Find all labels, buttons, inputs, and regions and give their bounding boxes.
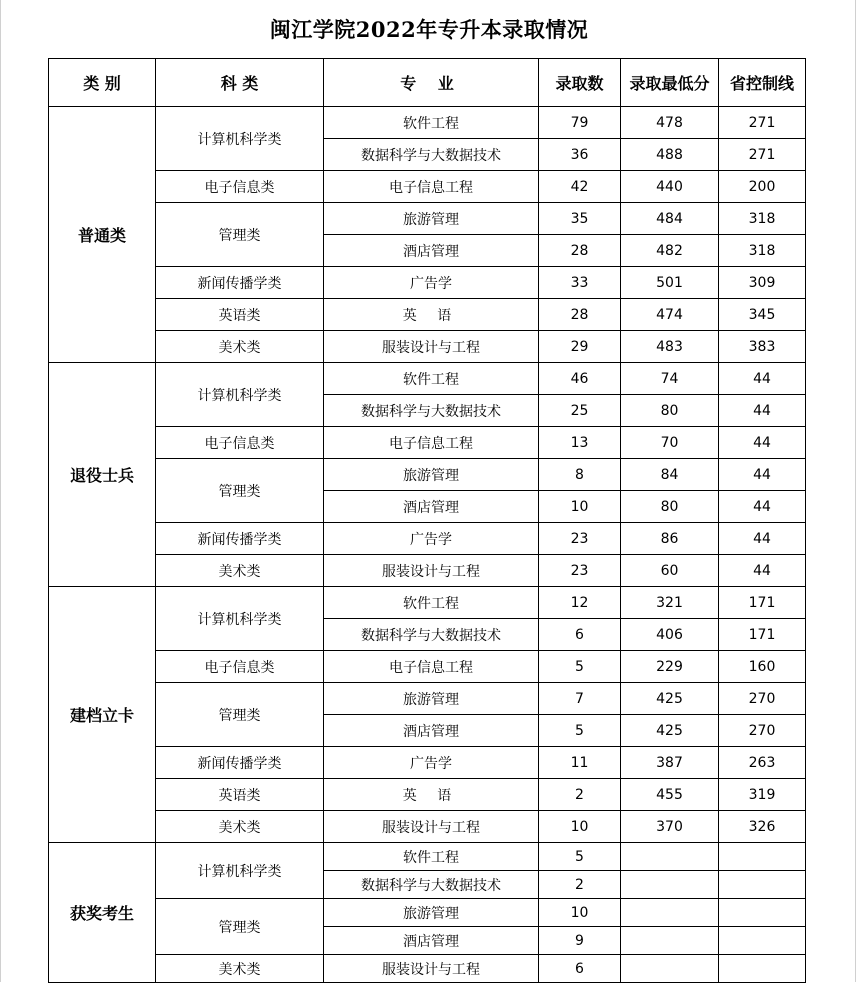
admitted-cell: 23 [539, 523, 621, 555]
min-score-cell: 80 [621, 395, 719, 427]
admitted-cell: 10 [539, 899, 621, 927]
control-line-cell [719, 927, 806, 955]
field-cell: 计算机科学类 [156, 587, 324, 651]
major-cell: 旅游管理 [324, 459, 539, 491]
table-row [49, 747, 806, 779]
admission-table [48, 58, 806, 983]
admitted-cell: 5 [539, 651, 621, 683]
header-min-score: 录取最低分 [621, 59, 719, 107]
admitted-cell: 42 [539, 171, 621, 203]
field-cell: 英语类 [156, 299, 324, 331]
control-line-cell: 171 [719, 587, 806, 619]
category-cell: 获奖考生 [49, 843, 156, 983]
control-line-cell [719, 843, 806, 871]
min-score-cell: 86 [621, 523, 719, 555]
admitted-cell: 10 [539, 811, 621, 843]
min-score-cell: 60 [621, 555, 719, 587]
admitted-cell: 28 [539, 235, 621, 267]
table-row [49, 363, 806, 395]
control-line-cell: 309 [719, 267, 806, 299]
major-cell: 酒店管理 [324, 491, 539, 523]
field-cell: 计算机科学类 [156, 363, 324, 427]
field-cell: 新闻传播学类 [156, 267, 324, 299]
table-row [49, 171, 806, 203]
min-score-cell: 455 [621, 779, 719, 811]
control-line-cell: 171 [719, 619, 806, 651]
major-cell: 服装设计与工程 [324, 955, 539, 983]
control-line-cell: 263 [719, 747, 806, 779]
control-line-cell: 44 [719, 555, 806, 587]
control-line-cell: 383 [719, 331, 806, 363]
header-control-line: 省控制线 [719, 59, 806, 107]
min-score-cell: 425 [621, 683, 719, 715]
admitted-cell: 46 [539, 363, 621, 395]
control-line-cell: 345 [719, 299, 806, 331]
header-category: 类 别 [49, 59, 156, 107]
table-row [49, 779, 806, 811]
min-score-cell [621, 955, 719, 983]
major-cell: 电子信息工程 [324, 651, 539, 683]
major-cell: 服装设计与工程 [324, 331, 539, 363]
major-cell: 英 语 [324, 299, 539, 331]
major-cell: 软件工程 [324, 843, 539, 871]
table-row [49, 843, 806, 871]
admitted-cell: 5 [539, 843, 621, 871]
table-row [49, 811, 806, 843]
min-score-cell: 440 [621, 171, 719, 203]
control-line-cell: 271 [719, 139, 806, 171]
control-line-cell: 318 [719, 235, 806, 267]
admitted-cell: 2 [539, 871, 621, 899]
field-cell: 新闻传播学类 [156, 747, 324, 779]
admitted-cell: 6 [539, 955, 621, 983]
admitted-cell: 8 [539, 459, 621, 491]
admitted-cell: 10 [539, 491, 621, 523]
field-cell: 管理类 [156, 203, 324, 267]
table-row [49, 955, 806, 983]
field-cell: 管理类 [156, 459, 324, 523]
major-cell: 电子信息工程 [324, 427, 539, 459]
field-cell: 电子信息类 [156, 651, 324, 683]
control-line-cell [719, 871, 806, 899]
major-cell: 数据科学与大数据技术 [324, 139, 539, 171]
control-line-cell: 44 [719, 491, 806, 523]
control-line-cell: 44 [719, 523, 806, 555]
control-line-cell: 200 [719, 171, 806, 203]
header-major: 专 业 [324, 59, 539, 107]
header-admitted: 录取数 [539, 59, 621, 107]
table-row [49, 459, 806, 491]
min-score-cell: 474 [621, 299, 719, 331]
field-cell: 美术类 [156, 555, 324, 587]
table-row [49, 203, 806, 235]
major-cell: 酒店管理 [324, 235, 539, 267]
field-cell: 美术类 [156, 955, 324, 983]
table-row [49, 107, 806, 139]
major-cell: 广告学 [324, 523, 539, 555]
major-cell: 旅游管理 [324, 899, 539, 927]
major-cell: 英 语 [324, 779, 539, 811]
admitted-cell: 23 [539, 555, 621, 587]
admitted-cell: 2 [539, 779, 621, 811]
control-line-cell: 270 [719, 715, 806, 747]
control-line-cell: 270 [719, 683, 806, 715]
min-score-cell [621, 927, 719, 955]
admitted-cell: 11 [539, 747, 621, 779]
min-score-cell: 321 [621, 587, 719, 619]
major-cell: 旅游管理 [324, 203, 539, 235]
field-cell: 管理类 [156, 899, 324, 955]
major-cell: 广告学 [324, 267, 539, 299]
min-score-cell: 370 [621, 811, 719, 843]
admitted-cell: 33 [539, 267, 621, 299]
field-cell: 电子信息类 [156, 171, 324, 203]
admitted-cell: 5 [539, 715, 621, 747]
table-row [49, 299, 806, 331]
table-row [49, 267, 806, 299]
major-cell: 软件工程 [324, 363, 539, 395]
table-row [49, 899, 806, 927]
page-title: 闽江学院2022年专升本录取情况 [269, 17, 589, 42]
control-line-cell: 326 [719, 811, 806, 843]
admitted-cell: 36 [539, 139, 621, 171]
field-cell: 新闻传播学类 [156, 523, 324, 555]
min-score-cell: 387 [621, 747, 719, 779]
admitted-cell: 79 [539, 107, 621, 139]
major-cell: 旅游管理 [324, 683, 539, 715]
control-line-cell: 318 [719, 203, 806, 235]
admitted-cell: 25 [539, 395, 621, 427]
header-field: 科 类 [156, 59, 324, 107]
min-score-cell: 80 [621, 491, 719, 523]
major-cell: 软件工程 [324, 107, 539, 139]
control-line-cell: 160 [719, 651, 806, 683]
table-row [49, 427, 806, 459]
field-cell: 美术类 [156, 811, 324, 843]
min-score-cell: 406 [621, 619, 719, 651]
category-cell: 退役士兵 [49, 363, 156, 587]
table-row [49, 331, 806, 363]
field-cell: 美术类 [156, 331, 324, 363]
control-line-cell [719, 955, 806, 983]
min-score-cell: 478 [621, 107, 719, 139]
table-row [49, 651, 806, 683]
control-line-cell: 44 [719, 459, 806, 491]
control-line-cell: 271 [719, 107, 806, 139]
min-score-cell: 229 [621, 651, 719, 683]
control-line-cell: 44 [719, 395, 806, 427]
table-row [49, 555, 806, 587]
min-score-cell [621, 899, 719, 927]
min-score-cell: 425 [621, 715, 719, 747]
major-cell: 数据科学与大数据技术 [324, 395, 539, 427]
min-score-cell: 70 [621, 427, 719, 459]
admitted-cell: 13 [539, 427, 621, 459]
admitted-cell: 35 [539, 203, 621, 235]
major-cell: 数据科学与大数据技术 [324, 619, 539, 651]
min-score-cell: 488 [621, 139, 719, 171]
admitted-cell: 7 [539, 683, 621, 715]
control-line-cell: 44 [719, 427, 806, 459]
field-cell: 计算机科学类 [156, 843, 324, 899]
min-score-cell: 84 [621, 459, 719, 491]
min-score-cell: 482 [621, 235, 719, 267]
field-cell: 英语类 [156, 779, 324, 811]
min-score-cell: 74 [621, 363, 719, 395]
control-line-cell: 319 [719, 779, 806, 811]
min-score-cell [621, 871, 719, 899]
admitted-cell: 6 [539, 619, 621, 651]
major-cell: 软件工程 [324, 587, 539, 619]
field-cell: 电子信息类 [156, 427, 324, 459]
major-cell: 广告学 [324, 747, 539, 779]
admitted-cell: 9 [539, 927, 621, 955]
field-cell: 计算机科学类 [156, 107, 324, 171]
category-cell: 普通类 [49, 107, 156, 363]
admitted-cell: 12 [539, 587, 621, 619]
table-row [49, 523, 806, 555]
min-score-cell: 501 [621, 267, 719, 299]
header-row [49, 59, 806, 107]
admitted-cell: 28 [539, 299, 621, 331]
min-score-cell: 483 [621, 331, 719, 363]
major-cell: 数据科学与大数据技术 [324, 871, 539, 899]
min-score-cell: 484 [621, 203, 719, 235]
field-cell: 管理类 [156, 683, 324, 747]
control-line-cell: 44 [719, 363, 806, 395]
min-score-cell [621, 843, 719, 871]
table-row [49, 587, 806, 619]
major-cell: 电子信息工程 [324, 171, 539, 203]
admitted-cell: 29 [539, 331, 621, 363]
category-cell: 建档立卡 [49, 587, 156, 843]
control-line-cell [719, 899, 806, 927]
major-cell: 服装设计与工程 [324, 555, 539, 587]
table-row [49, 683, 806, 715]
major-cell: 服装设计与工程 [324, 811, 539, 843]
major-cell: 酒店管理 [324, 927, 539, 955]
major-cell: 酒店管理 [324, 715, 539, 747]
